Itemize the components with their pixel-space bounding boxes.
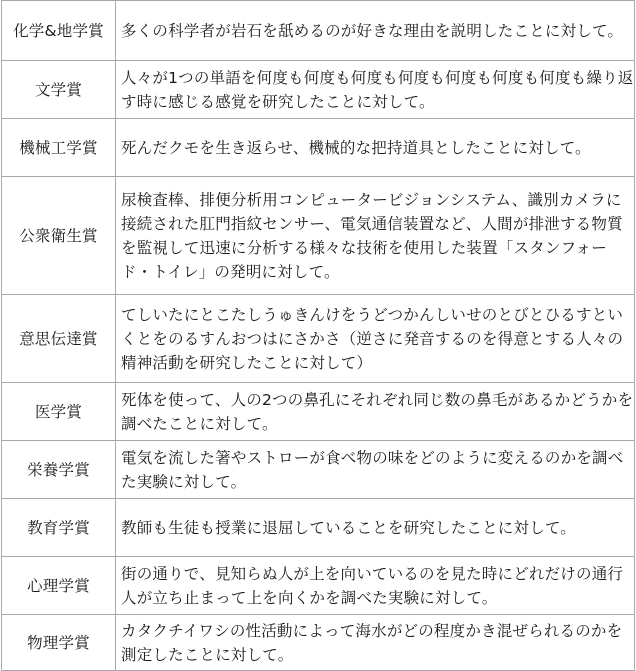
table-row bbox=[2, 557, 635, 615]
prize-reason: カタクチイワシの性活動によって海水がどの程度かき混ぜられるのかを測定したことに対して。 bbox=[116, 615, 635, 671]
prize-category: 医学賞 bbox=[2, 383, 116, 441]
prize-category: 教育学賞 bbox=[2, 499, 116, 557]
prize-category: 文学賞 bbox=[2, 61, 116, 119]
prize-category: 公衆衛生賞 bbox=[2, 177, 116, 295]
prize-reason: 電気を流した箸やストローが食べ物の味をどのように変えるのかを調べた実験に対して。 bbox=[116, 441, 635, 499]
table-row bbox=[2, 177, 635, 295]
prize-category: 機械工学賞 bbox=[2, 119, 116, 177]
prize-reason: 尿検査棒、排便分析用コンピュータービジョンシステム、識別カメラに接続された肛門指紋センサー、電気通信装置など、人間が排泄する物質を監視して迅速に分析する様々な技術を使用した装置「スタンフォード・トイレ」の発明に対して。 bbox=[116, 177, 635, 295]
prize-reason: 人々が1つの単語を何度も何度も何度も何度も何度も何度も何度も繰り返す時に感じる感覚を研究したことに対して。 bbox=[116, 61, 635, 119]
prize-table bbox=[1, 0, 635, 671]
prize-category: 意思伝達賞 bbox=[2, 295, 116, 383]
prize-reason: 多くの科学者が岩石を舐めるのが好きな理由を説明したことに対して。 bbox=[116, 1, 635, 61]
prize-table-body bbox=[2, 1, 635, 671]
prize-reason: 死体を使って、人の2つの鼻孔にそれぞれ同じ数の鼻毛があるかどうかを調べたことに対して。 bbox=[116, 383, 635, 441]
table-row bbox=[2, 295, 635, 383]
table-row bbox=[2, 615, 635, 671]
prize-reason: 街の通りで、見知らぬ人が上を向いているのを見た時にどれだけの通行人が立ち止まって上を向くかを調べた実験に対して。 bbox=[116, 557, 635, 615]
table-row bbox=[2, 383, 635, 441]
prize-reason: てしいたにとこたしうゅきんけをうどつかんしいせのとびとひるすといくとをのるすんおつはにさかさ（逆さに発音するのを得意とする人々の精神活動を研究したことに対して） bbox=[116, 295, 635, 383]
prize-category: 栄養学賞 bbox=[2, 441, 116, 499]
table-row bbox=[2, 499, 635, 557]
table-row bbox=[2, 1, 635, 61]
prize-category: 化学&地学賞 bbox=[2, 1, 116, 61]
table-row bbox=[2, 441, 635, 499]
prize-category: 物理学賞 bbox=[2, 615, 116, 671]
prize-category: 心理学賞 bbox=[2, 557, 116, 615]
prize-reason: 教師も生徒も授業に退屈していることを研究したことに対して。 bbox=[116, 499, 635, 557]
table-row bbox=[2, 61, 635, 119]
prize-reason: 死んだクモを生き返らせ、機械的な把持道具としたことに対して。 bbox=[116, 119, 635, 177]
table-row bbox=[2, 119, 635, 177]
